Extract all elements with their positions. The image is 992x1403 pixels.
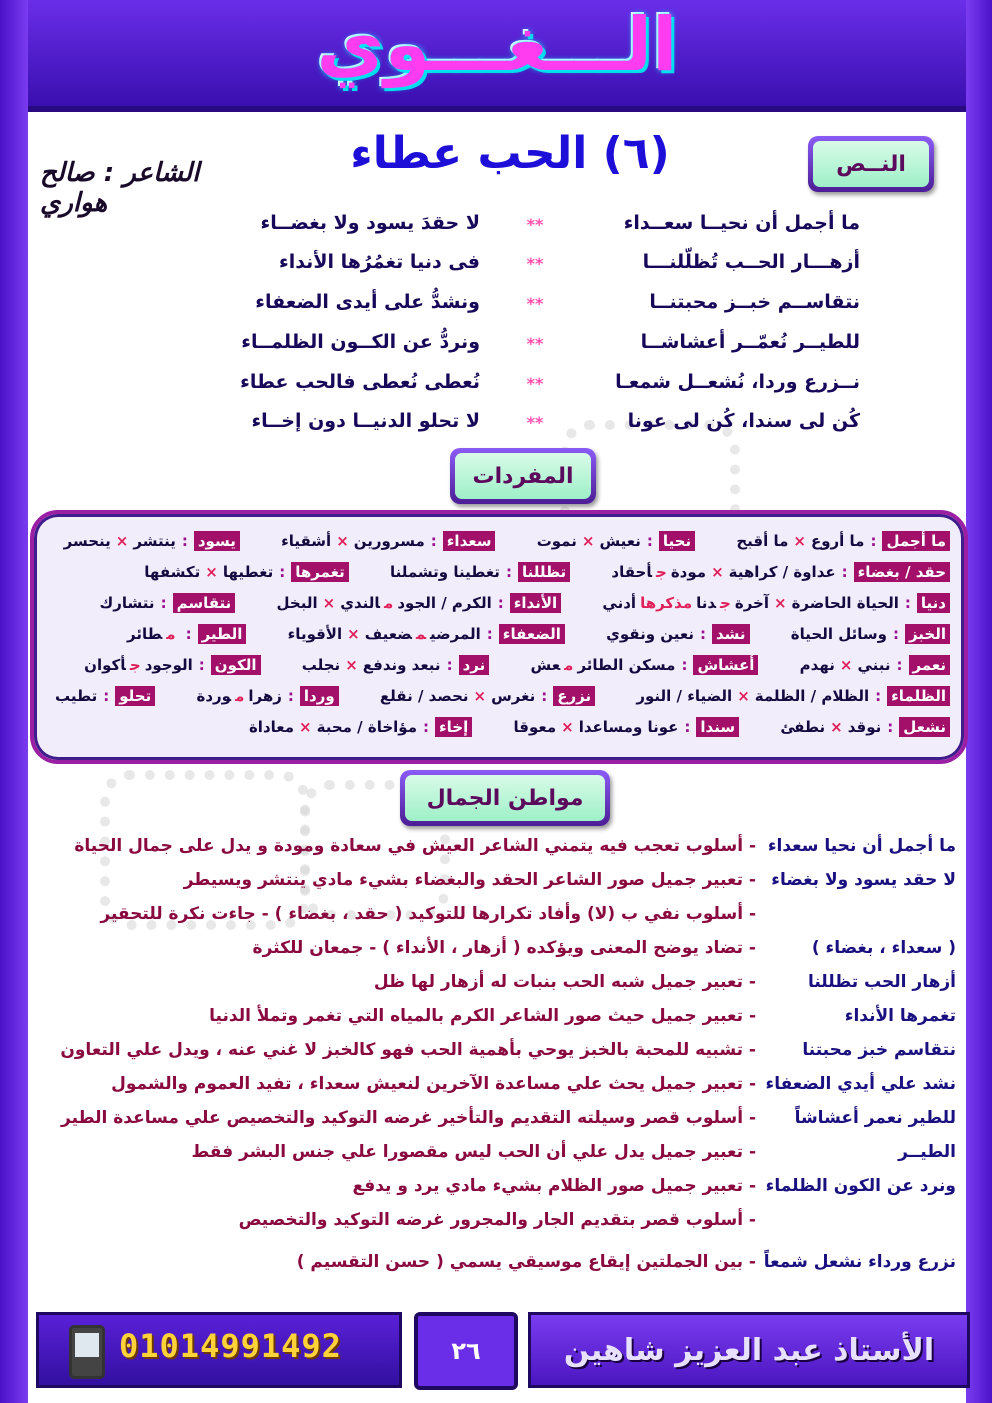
beauty-row: لا حقد يسود ولا بغضاء - تعبير جميل صور الشاعر الحقد والبغضاء بشيء مادي ينتشر ويسيطر xyxy=(183,870,956,890)
beauty-row: للطير نعمر أعشاشاً - أسلوب قصر وسيلته التقديم والتأخير غرضه التوكيد والتخصيص علي مساعدة الطير xyxy=(61,1108,956,1128)
right-frame-bar xyxy=(966,0,992,1403)
beauty-row: ما أجمل أن نحيا سعداء - أسلوب تعجب فيه يتمني الشاعر العيش في سعادة ومودة و يدل على جمال الحياة xyxy=(74,836,956,856)
section-label-beauty: مواطن الجمال xyxy=(400,770,610,826)
poet-name: الشاعر : صالح هواري xyxy=(40,158,200,218)
verse-line: نــزرع وردا، نُشعــل شمعـا ** نُعطى نُعطى فالحب عطاء xyxy=(240,371,860,393)
mobile-phone-icon xyxy=(69,1325,105,1379)
verse-line: للطيــر نُعمّــر أعشاشــا ** ونردُّ عن الكــون الظلمــاء xyxy=(241,331,860,353)
verse-line: أزهـــار الحــب تُظلّلنـــا ** فى دنيا تغمُرُها الأنداء xyxy=(278,251,860,273)
banner-title: الـــغـــوي xyxy=(316,2,678,88)
left-frame-bar xyxy=(0,0,28,1403)
verse-line: نتقاســم خبــز محبتنــا ** ونشدُّ على أيدى الضعفاء xyxy=(255,291,860,313)
verse-line: كُن لى سندا، كُن لى عونا ** لا تحلو الدنيــا دون إخــاء xyxy=(251,410,860,432)
vocab-row: نعمر:نبني×نهدم أعشاش:مسكن الطائرمعش نرد:نبعد وندفع×نجلب الكون:الوجودجأكوان xyxy=(48,656,950,686)
beauty-row: تغمرها الأنداء - تعبير جميل حيث صور الشاعر الكرم بالمياه التي تغمر وتملأ الدنيا xyxy=(209,1006,956,1026)
beauty-row: أزهار الحب تظللنا - تعبير جميل شبه الحب بنبات له أزهار لها ظل xyxy=(373,972,956,992)
beauty-row: الطيــر - تعبير جميل يدل علي أن الحب ليس مقصورا علي جنس البشر فقط xyxy=(191,1142,956,1162)
beauty-row: - أسلوب نفي ب (لا) وأفاد تكرارها للتوكيد ( حقد ، بغضاء ) - جاءت نكرة للتحقير xyxy=(100,904,756,924)
vocab-row: حقد / بغضاء:عداوة / كراهية×مودةجأحقاد تظللنا:تغطينا وتشملنا تغمرها:تغطيها×تكشفها xyxy=(48,563,950,593)
section-label-text: النــص xyxy=(808,136,934,192)
page-number: ٢٦ xyxy=(414,1312,518,1390)
vocab-row: نشعل:نوقد×نطفئ سندا:عونا ومساعدا×معوقا إخاء:مؤاخاة / محبة×معاداة xyxy=(48,718,950,748)
beauty-row: ( سعداء ، بغضاء ) - تضاد يوضح المعنى ويؤكده ( أزهار ، الأنداء ) - جمعان للكثرة xyxy=(252,938,956,958)
verse-line: ما أجمل أن نحيــا سعــداء ** لا حقدَ يسود ولا بغضــاء xyxy=(260,212,860,234)
lesson-title: (٦) الحب عطاء xyxy=(350,128,670,179)
beauty-row: نزرع ورداء نشعل شمعاً - بين الجملتين إيقاع موسيقي يسمي ( حسن التقسيم ) xyxy=(296,1252,956,1272)
beauty-row: - أسلوب قصر بتقديم الجار والمجرور غرضه التوكيد والتخصيص xyxy=(238,1210,756,1230)
vocab-row: الظلماء:الظلام / الظلمة×الضياء / النور نزرع:نغرس×نحصد / نقلع وردا:زهراموردة تحلو:تطيب xyxy=(48,687,950,717)
beauty-row: نشد علي أيدي الضعفاء - تعبير جميل يحث علي مساعدة الآخرين لنعيش سعداء ، تفيد العموم والشمول xyxy=(111,1074,956,1094)
vocab-row: ما أجمل:ما أروع×ما أقبح نحيا:نعيش×نموت سعداء:مسرورين×أشقياء يسود:ينتشر×ينحسر xyxy=(48,532,950,562)
header-banner xyxy=(28,0,966,112)
vocab-row: الخبز:وسائل الحياة نشد:نعين ونقوي الضعفاء:المرضيمضعيف×الأقوياء الطير:مطائر xyxy=(48,625,950,655)
beauty-row: ونرد عن الكون الظلماء - تعبير جميل صور الظلام بشيء مادي يرد و يدفع xyxy=(352,1176,956,1196)
vocab-row: دنيا:الحياة الحاضرة×آخرةجدنامذكرهاأدني الأنداء:الكرم / الجودمالندي×البخل نتقاسم:نتشارك xyxy=(48,594,950,624)
teacher-name: الأستاذ عبد العزيز شاهين xyxy=(528,1312,970,1388)
footer-phone-box xyxy=(36,1312,402,1388)
phone-number: 01014991492 xyxy=(119,1327,342,1365)
section-label-vocabulary: المفردات xyxy=(450,448,596,504)
vocabulary-box xyxy=(30,510,968,764)
beauty-row: نتقاسم خبز محبتنا - تشبيه للمحبة بالخبز يوحي بأهمية الحب فهو كالخبز لا غني عنه ، ويدل علي التعاون xyxy=(60,1040,956,1060)
